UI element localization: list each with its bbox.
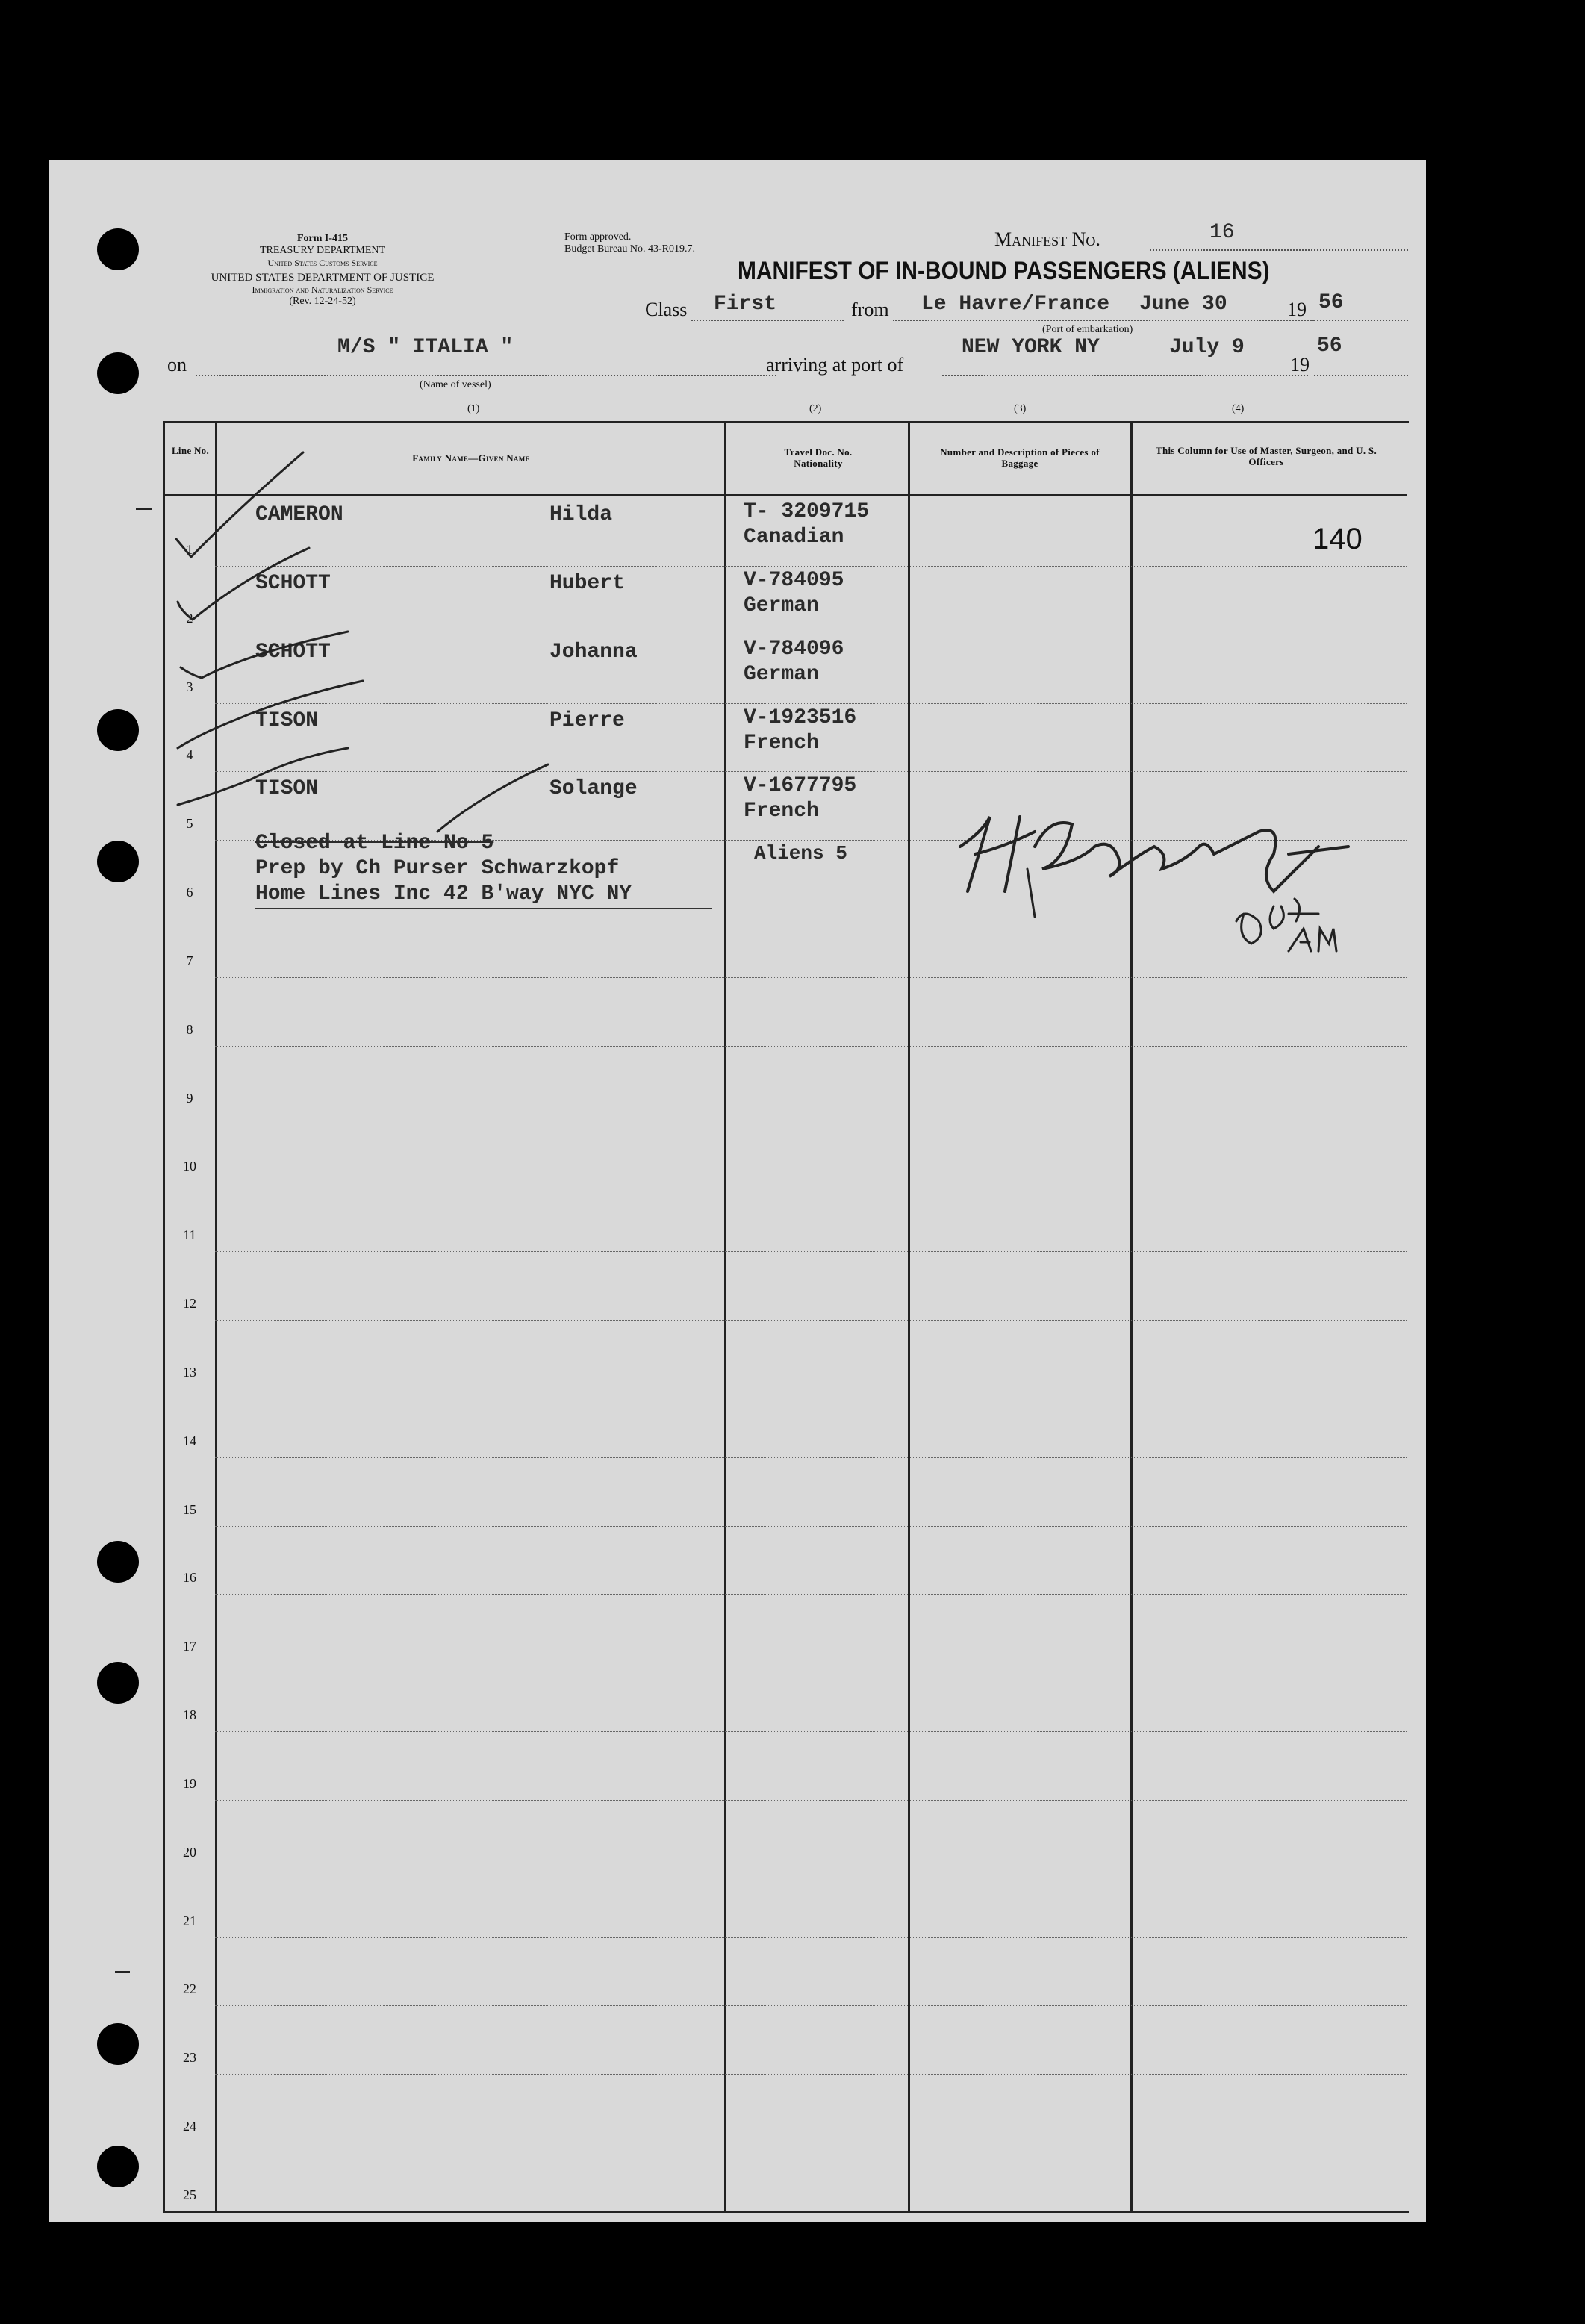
row-rule [215, 770, 1407, 772]
nationality: French [744, 731, 819, 755]
arrival-date: July 9 [1169, 336, 1245, 359]
line-number: 15 [183, 1501, 196, 1517]
line-number: 24 [183, 2119, 196, 2134]
binder-hole [97, 228, 139, 270]
given-name: Hilda [549, 503, 613, 526]
annotation-number: 140 [1312, 523, 1363, 555]
row-rule [215, 564, 1407, 567]
line-number: 13 [183, 1364, 196, 1380]
travel-doc-number: V-784095 [744, 568, 844, 592]
nationality: French [744, 800, 819, 823]
from-year-prefix: 19 [1287, 299, 1307, 320]
arrival-year-prefix: 19 [1290, 354, 1310, 376]
line-number: 22 [183, 1981, 196, 1997]
binder-hole [97, 1662, 139, 1704]
from-year: 56 [1318, 291, 1344, 314]
line-number: 8 [186, 1021, 193, 1037]
prepared-by: Prep by Ch Purser Schwarzkopf [255, 857, 620, 880]
revision-date: (Rev. 12-24-52) [289, 296, 356, 307]
manifest-table [163, 421, 1409, 2213]
budget-bureau-line: Budget Bureau No. 43-R019.7. [564, 243, 695, 255]
line-number: 25 [183, 2187, 196, 2202]
nationality: Canadian [744, 526, 844, 549]
column-divider [215, 421, 217, 2211]
line-number: 7 [186, 953, 193, 968]
arrival-year: 56 [1317, 334, 1342, 358]
nationality: German [744, 594, 819, 617]
on-label: on [167, 354, 187, 376]
line-number: 23 [183, 2050, 196, 2066]
row-rule [215, 2141, 1407, 2143]
immigration-service: Immigration and Naturalization Service [252, 284, 393, 295]
row-rule [215, 1456, 1407, 1458]
class-label: Class [645, 299, 688, 320]
header-rule [163, 494, 1407, 496]
travel-doc-number: T- 3209715 [744, 500, 870, 523]
justice-department: UNITED STATES DEPARTMENT OF JUSTICE [211, 272, 435, 284]
nationality: German [744, 662, 819, 686]
row-rule [215, 1044, 1407, 1047]
vessel-caption: (Name of vessel) [420, 379, 491, 390]
line-number: 14 [183, 1433, 196, 1448]
line-number: 1 [186, 541, 193, 557]
column-divider [1130, 421, 1133, 2211]
row-rule [215, 633, 1407, 635]
line-number: 16 [183, 1570, 196, 1586]
line-number: 2 [186, 610, 193, 626]
row-rule [215, 1867, 1407, 1869]
row-rule [215, 1661, 1407, 1663]
binder-hole [97, 2023, 139, 2065]
shipping-line: Home Lines Inc 42 B'way NYC NY [255, 882, 632, 906]
embarkation-caption: (Port of embarkation) [1042, 324, 1133, 335]
margin-mark [136, 508, 152, 510]
row-rule [215, 2004, 1407, 2006]
binder-hole [97, 2146, 139, 2187]
arrival-year-line [1314, 375, 1408, 376]
from-port: Le Havre/France [921, 293, 1110, 316]
approved-line: Form approved. [564, 231, 632, 243]
header-travel-doc: Travel Doc. No. Nationality [784, 446, 853, 469]
manifest-no-line [1150, 249, 1408, 251]
column-number-1: (1) [467, 403, 480, 414]
row-rule [215, 2072, 1407, 2075]
header-line-no: Line No. [171, 445, 210, 456]
from-label: from [851, 299, 889, 320]
class-line [691, 320, 844, 321]
given-name: Hubert [549, 571, 625, 595]
column-divider [724, 421, 726, 2211]
manifest-page [49, 160, 1426, 2222]
line-number: 5 [186, 816, 193, 832]
line-number: 4 [186, 747, 193, 763]
line-number: 3 [186, 679, 193, 694]
given-name: Solange [549, 777, 638, 801]
travel-doc-number: V-784096 [744, 637, 844, 661]
line-number: 20 [183, 1844, 196, 1860]
form-number: Form I-415 [296, 233, 349, 244]
treasury-department: TREASURY DEPARTMENT [259, 245, 386, 256]
header-name: Family Name—Given Name [412, 452, 530, 464]
column-divider [908, 421, 910, 2211]
row-rule [215, 1387, 1407, 1389]
manifest-no-label: Manifest No. [994, 228, 1100, 250]
aliens-count: Aliens 5 [754, 842, 847, 865]
row-rule [215, 1524, 1407, 1527]
line-number: 21 [183, 1913, 196, 1928]
column-number-4: (4) [1232, 403, 1245, 414]
binder-hole [97, 709, 139, 751]
travel-doc-number: V-1923516 [744, 705, 857, 729]
column-number-2: (2) [809, 403, 822, 414]
header-officers: This Column for Use of Master, Surgeon, and U. S. Officers [1155, 445, 1377, 467]
row-rule [215, 1113, 1407, 1115]
vessel-line [196, 375, 776, 376]
binder-hole [97, 841, 139, 882]
class-value: First [714, 293, 777, 316]
margin-mark [115, 1971, 130, 1973]
line-number: 19 [183, 1775, 196, 1791]
row-rule [215, 1798, 1407, 1801]
line-number: 10 [183, 1159, 196, 1174]
given-name: Pierre [549, 708, 625, 732]
given-name: Johanna [549, 640, 638, 664]
line-number: 17 [183, 1639, 196, 1654]
customs-service: United States Customs Service [267, 258, 378, 268]
row-rule [215, 1592, 1407, 1595]
row-rule [215, 1250, 1407, 1252]
shipping-line-underline [255, 908, 712, 909]
closed-at-line: Closed at Line No 5 [255, 832, 494, 855]
family-name: TISON [255, 777, 319, 801]
row-rule [215, 1318, 1407, 1321]
line-number: 6 [186, 885, 193, 900]
family-name: CAMERON [255, 503, 343, 526]
line-number: 9 [186, 1090, 193, 1106]
row-rule [215, 1936, 1407, 1938]
column-number-3: (3) [1014, 403, 1027, 414]
family-name: TISON [255, 708, 319, 732]
family-name: SCHOTT [255, 571, 331, 595]
from-date: June 30 [1139, 293, 1227, 316]
row-rule [215, 1730, 1407, 1732]
form-approved [564, 231, 695, 255]
department-block [151, 233, 494, 308]
arriving-label: arriving at port of [766, 354, 904, 376]
header-baggage: Number and Description of Pieces of Baggage [940, 446, 1100, 469]
arrival-line [942, 375, 1308, 376]
line-number: 11 [183, 1227, 196, 1243]
binder-hole [97, 1541, 139, 1583]
binder-hole [97, 352, 139, 394]
manifest-number: 16 [1209, 221, 1235, 244]
row-rule [215, 976, 1407, 978]
vessel-name: M/S " ITALIA " [337, 336, 514, 359]
row-rule [215, 1181, 1407, 1183]
family-name: SCHOTT [255, 640, 331, 664]
from-line [893, 320, 1314, 321]
from-year-line [1311, 320, 1408, 321]
line-number: 12 [183, 1296, 196, 1312]
row-rule [215, 702, 1407, 704]
travel-doc-number: V-1677795 [744, 774, 857, 798]
manifest-title: MANIFEST OF IN-BOUND PASSENGERS (ALIENS) [738, 257, 1270, 285]
arrival-port: NEW YORK NY [962, 336, 1100, 359]
line-number: 18 [183, 1707, 196, 1723]
